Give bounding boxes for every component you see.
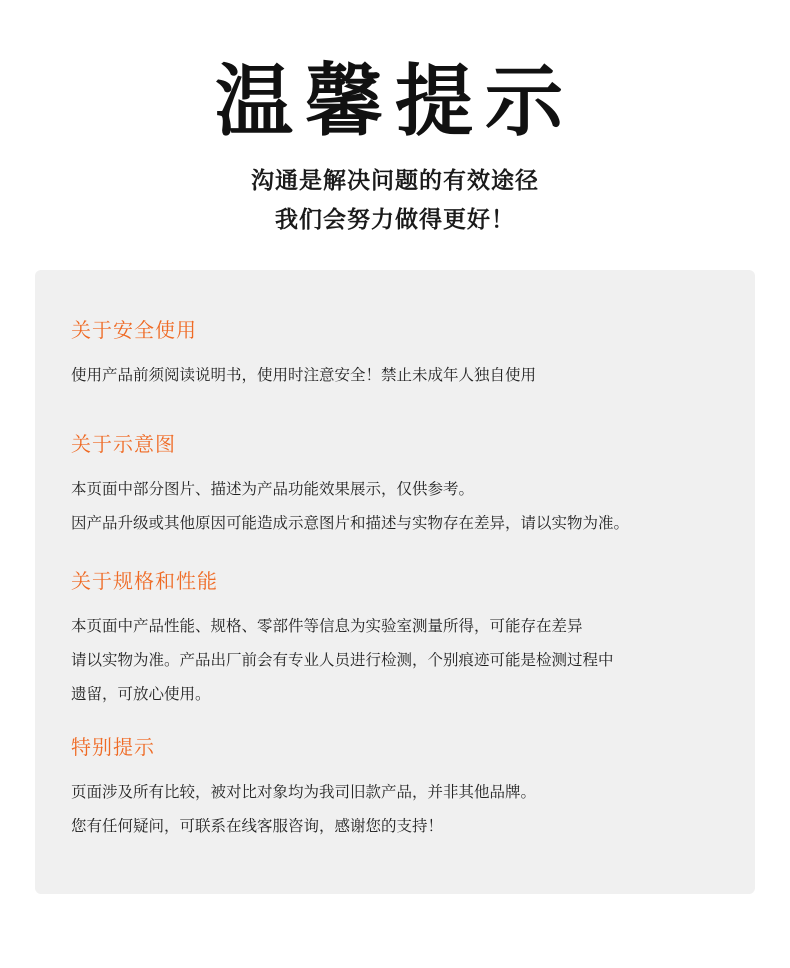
section-text-line: 使用产品前须阅读说明书，使用时注意安全！禁止未成年人独自使用: [71, 366, 537, 384]
section-text-line: 因产品升级或其他原因可能造成示意图片和描述与实物存在差异，请以实物为准。: [71, 514, 630, 532]
section-title: 关于示意图: [71, 432, 176, 456]
section-text-line: 本页面中部分图片、描述为产品功能效果展示，仅供参考。: [71, 480, 475, 498]
section-special-notice: [71, 733, 731, 843]
subtitle-line-2: 我们会努力做得更好！: [275, 207, 515, 233]
section-title: 关于安全使用: [71, 318, 197, 342]
notice-panel: [35, 270, 755, 894]
section-illustration: [71, 430, 731, 540]
page-title: 温馨提示: [214, 57, 575, 147]
section-text-line: 遗留，可放心使用。: [71, 685, 211, 703]
section-title: 特别提示: [71, 735, 155, 759]
section-text-line: 本页面中产品性能、规格、零部件等信息为实验室测量所得，可能存在差异: [71, 617, 583, 635]
section-specs: [71, 567, 731, 711]
section-safety: [71, 316, 731, 392]
section-text-line: 页面涉及所有比较，被对比对象均为我司旧款产品，并非其他品牌。: [71, 783, 537, 801]
subtitle-line-1: 沟通是解决问题的有效途径: [251, 168, 539, 194]
section-text-line: 请以实物为准。产品出厂前会有专业人员进行检测，个别痕迹可能是检测过程中: [71, 651, 614, 669]
section-text-line: 您有任何疑问，可联系在线客服咨询，感谢您的支持！: [71, 817, 444, 835]
section-title: 关于规格和性能: [71, 569, 218, 593]
